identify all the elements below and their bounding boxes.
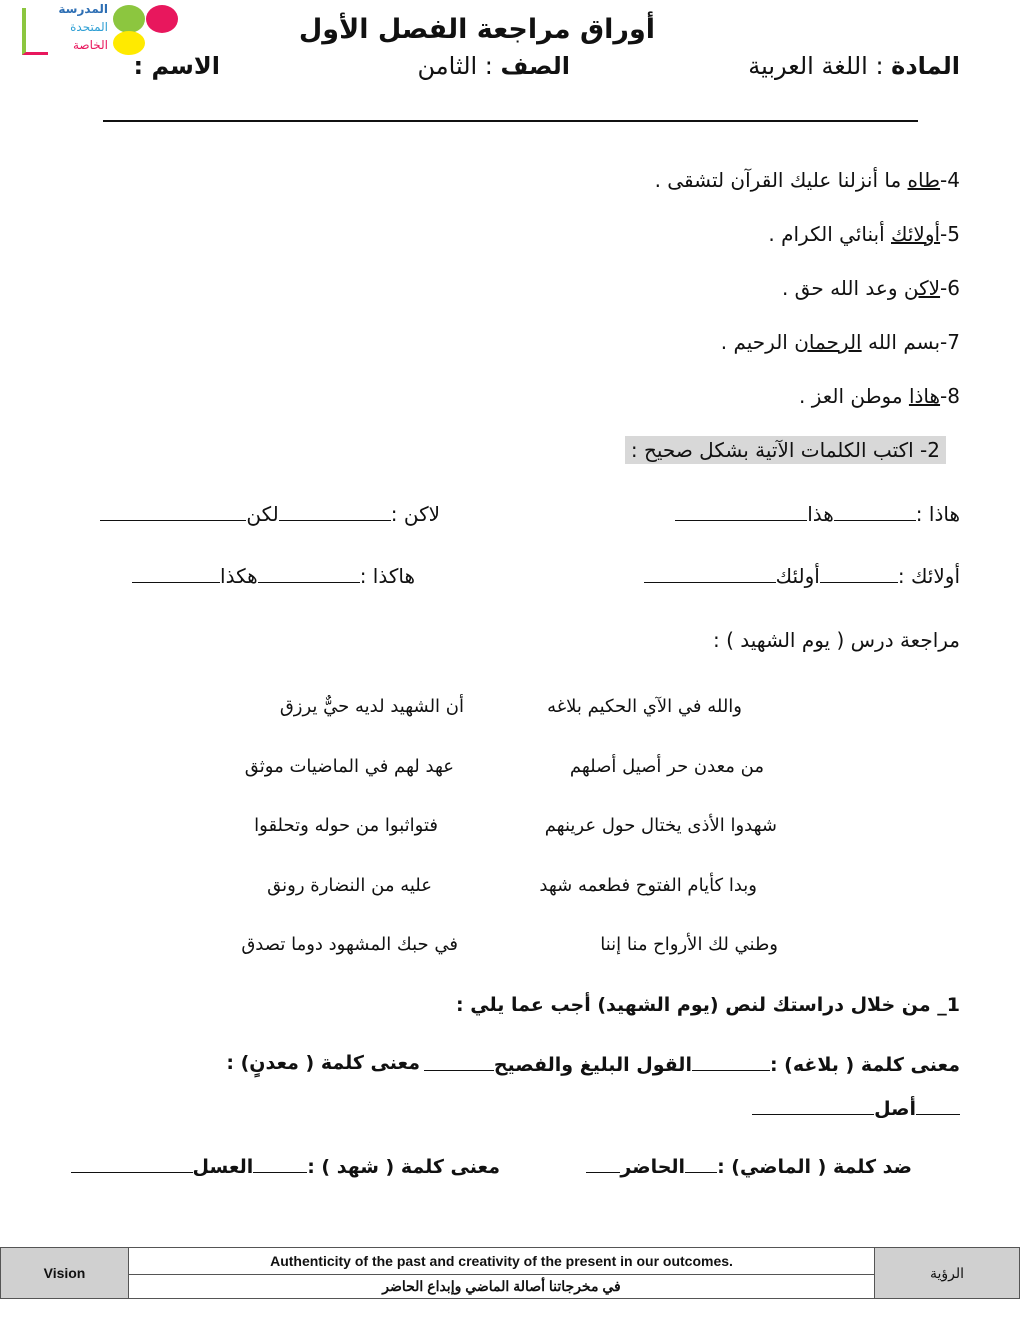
logo-dot-green-icon [113,5,145,33]
poem-line-5-right: وطني لك الأرواح منا إننا [600,934,778,955]
correction-answer: هكذا [220,564,258,588]
sentence-number: 7- [940,330,960,354]
sentence-7 [721,330,960,354]
student-name-label: الاسم : [133,52,220,80]
subject-value: : اللغة العربية [748,52,884,80]
answer-value: أصل [874,1098,916,1120]
correction-word: هاكذا : [359,564,415,588]
sentence-number: 6- [940,276,960,300]
question-text: اكتب الكلمات الآتية بشكل صحيح : [630,438,921,462]
header-divider [103,120,918,122]
correction-word: أولائك : [897,564,960,588]
poem-line-2-left: عهد لهم في الماضيات موثق [244,756,454,777]
sentence-pre: بسم الله [861,330,941,354]
misspelled-word: طاه [907,168,941,192]
answer-label: معنى كلمة ( شهد ) : [307,1156,500,1178]
motto-ar-cell [129,1274,875,1298]
vision-en-cell [1,1248,129,1299]
answer-value: العسل [192,1156,254,1178]
sentence-rest: ما أنزلنا عليك القرآن لتشقى . [654,168,908,192]
grade-line [418,52,570,80]
answer-shahd [71,1154,500,1178]
logo-school-name-2: المتحدة [70,20,108,34]
page-title: أوراق مراجعة الفصل الأول [298,14,655,45]
answer-maadin-label: معنى كلمة ( معدنٍ) : [226,1052,420,1074]
sentence-number: 5- [940,222,960,246]
misspelled-word: لاكن [903,276,941,300]
vision-ar: الرؤية [929,1264,965,1281]
question-text: من خلال دراستك لنص (يوم الشهيد) أجب عما يلي : [456,994,938,1016]
grade-value: : الثامن [417,52,493,80]
misspelled-word: أولائك [891,222,941,246]
poem-line-4-left: عليه من النضارة رونق [267,875,432,896]
vision-en: Vision [43,1265,86,1281]
motto-en-cell [129,1248,875,1275]
logo-school-name-1: المدرسة [58,2,108,16]
correction-hakatha [132,564,415,588]
question-2-title [625,436,946,464]
answer-label: معنى كلمة ( بلاغه) : [769,1054,960,1076]
poem-line-1-right: والله في الآي الحكيم بلاغه [547,696,742,717]
sentence-number: 8- [940,384,960,408]
vision-ar-cell [875,1248,1020,1299]
correction-word: لاكن : [390,502,440,526]
subject-line [748,52,960,80]
answer-maadin [752,1096,960,1120]
subject-label: المادة [891,52,960,80]
logo-mark-icon [22,8,48,55]
poem-line-4-right: وبدا كأيام الفتوح فطعمه شهد [539,875,757,896]
logo-school-name-3: الخاصة [72,38,108,52]
poem-line-3-left: فتواثبوا من حوله وتحلقوا [254,815,438,836]
motto-ar: في مخرجاتنا أصالة الماضي وإبداع الحاضر [382,1277,621,1294]
question-1-title [456,994,960,1016]
review-title: مراجعة درس ( يوم الشهيد ) : [712,628,960,652]
sentence-rest: الرحيم . [720,330,795,354]
correction-answer: لكن [246,502,279,526]
answer-value: الحاضر [620,1156,686,1178]
poem-line-3-right: شهدوا الأذى يختال حول عرينهم [544,815,777,836]
logo-dot-pink-icon [146,5,178,33]
question-number: 1_ [937,994,960,1016]
sentence-rest: وعد الله حق . [781,276,904,300]
correction-olaik [644,564,960,588]
answer-balagh [424,1052,960,1076]
answer-label: ضد كلمة ( الماضي) : [717,1156,912,1178]
poem-line-5-left: في حبك المشهود دوما تصدق [241,934,458,955]
correction-hatha [675,502,960,526]
sentence-6 [782,276,960,300]
misspelled-word: هاذا [908,384,941,408]
poem-line-1-left: أن الشهيد لديه حيٌّ يرزق [279,696,464,717]
correction-lakin [100,502,440,526]
sentence-rest: موطن العز . [798,384,909,408]
misspelled-word: الرحمان [794,330,862,354]
grade-label: الصف [500,52,570,80]
sentence-number: 4- [940,168,960,192]
correction-word: هاذا : [915,502,960,526]
question-number: 2- [920,438,940,462]
sentence-4 [655,168,960,192]
sentence-5 [768,222,960,246]
poem-line-2-right: من معدن حر أصيل أصلهم [569,756,764,777]
correction-answer: أولئك [775,564,820,588]
answer-value: القول البليغ والفصيح [493,1054,692,1076]
answer-madi [586,1154,912,1178]
vision-footer [0,1247,1020,1299]
sentence-8 [799,384,960,408]
sentence-rest: أبنائي الكرام . [768,222,891,246]
correction-answer: هذا [807,502,834,526]
motto-en: Authenticity of the past and creativity of the present in our outcomes. [270,1252,733,1269]
